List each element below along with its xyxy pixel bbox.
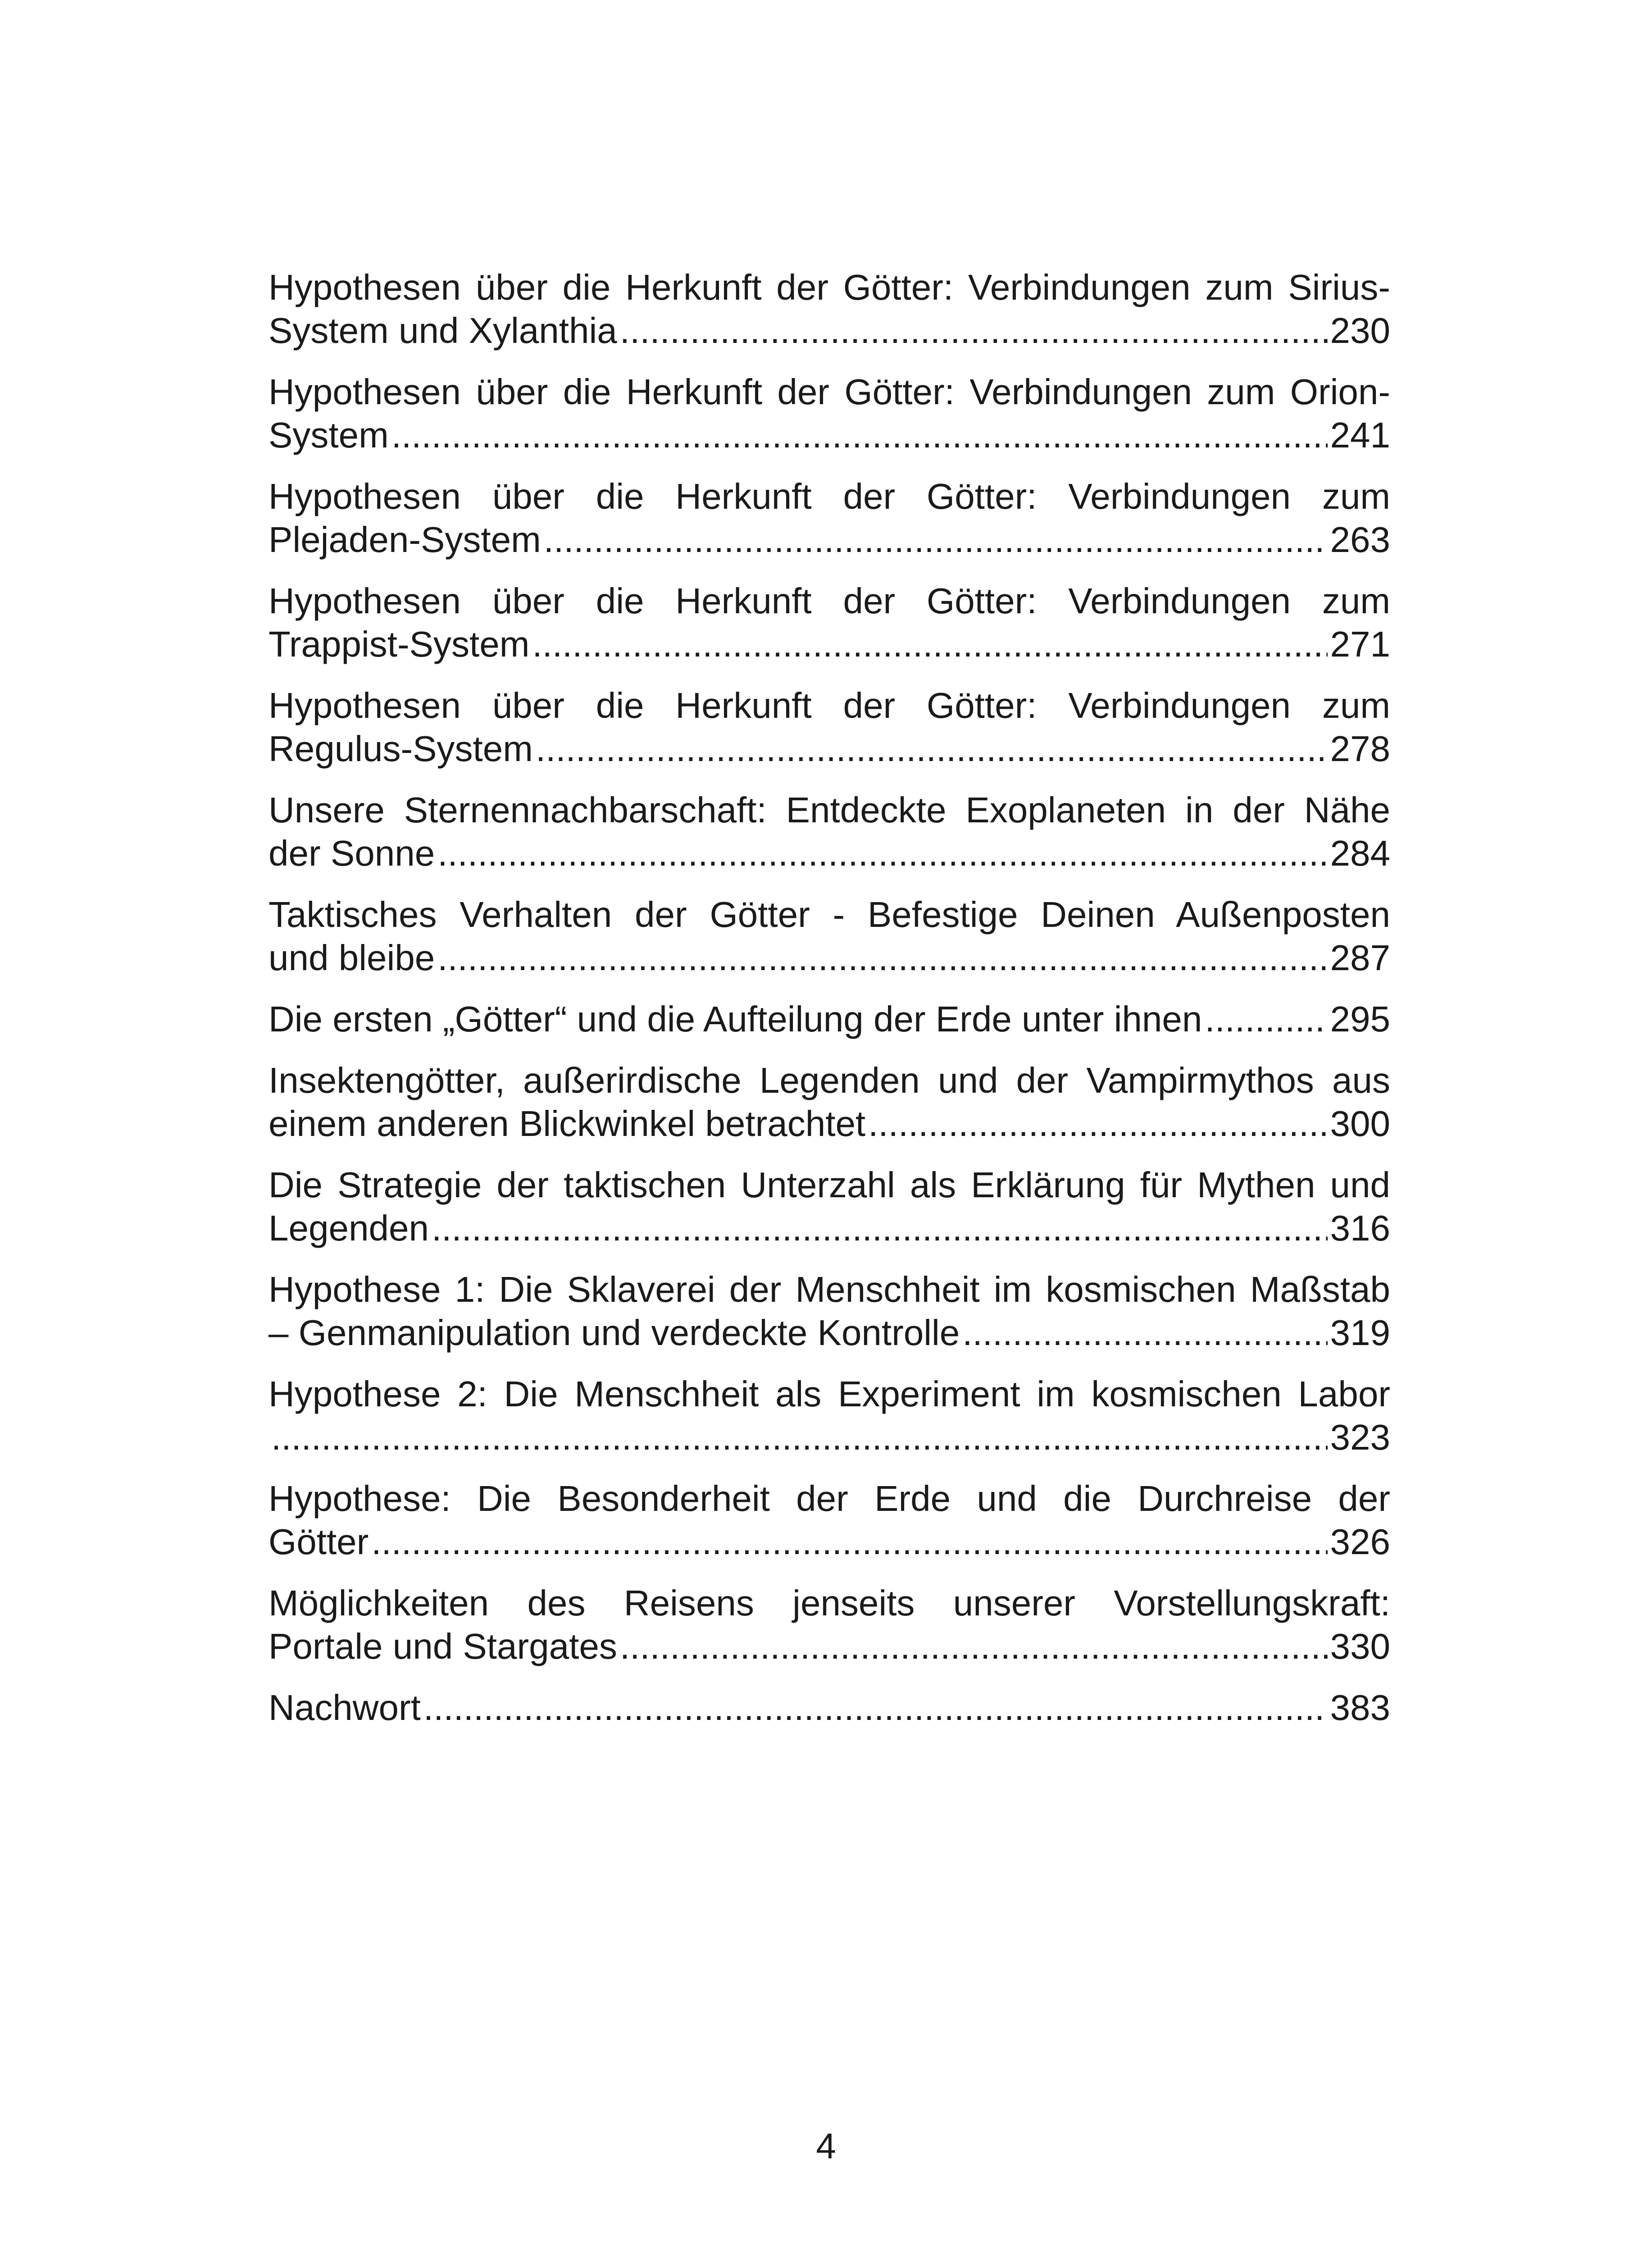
toc-entry-line: Hypothesen über die Herkunft der Götter: Verbindungen zum bbox=[269, 685, 1390, 725]
toc-entry-line: Unsere Sternennachbarschaft: Entdeckte Exoplaneten in der Nähe bbox=[269, 790, 1390, 830]
page-number: 4 bbox=[816, 2126, 836, 2166]
toc-entry-line: Plejaden-System bbox=[269, 520, 541, 560]
toc-entry[interactable] bbox=[269, 475, 1390, 561]
toc-entry-last-line bbox=[269, 998, 1390, 1041]
toc-page-number: 278 bbox=[1330, 729, 1390, 769]
toc-entry[interactable] bbox=[269, 1582, 1390, 1668]
toc-page-number: 284 bbox=[1330, 833, 1390, 873]
toc-entry-last-line bbox=[269, 832, 1390, 875]
toc-entry[interactable] bbox=[269, 1477, 1390, 1564]
toc-entry-line: Trappist-System bbox=[269, 624, 530, 664]
toc-entry[interactable] bbox=[269, 684, 1390, 771]
toc-page-number: 323 bbox=[1330, 1417, 1390, 1457]
toc-entry-line: Hypothesen über die Herkunft der Götter: Verbindungen zum bbox=[269, 581, 1390, 621]
dot-leader bbox=[868, 1102, 1327, 1145]
toc-page-number: 319 bbox=[1330, 1313, 1390, 1353]
toc-page-number: 316 bbox=[1330, 1208, 1390, 1248]
toc-entry[interactable] bbox=[269, 893, 1390, 980]
toc-entry-last-line bbox=[269, 727, 1390, 771]
toc-entry-last-line bbox=[269, 1207, 1390, 1250]
dot-leader bbox=[437, 832, 1327, 875]
toc-entry-last-line bbox=[269, 1416, 1390, 1459]
toc-entry-line: Hypothesen über die Herkunft der Götter: Verbindungen zum Sirius- bbox=[269, 267, 1390, 307]
toc-page-number: 383 bbox=[1330, 1687, 1390, 1728]
dot-leader bbox=[962, 1311, 1327, 1355]
toc-entry[interactable] bbox=[269, 370, 1390, 457]
toc-entry-line: Regulus-System bbox=[269, 729, 533, 769]
toc-entry-last-line bbox=[269, 936, 1390, 980]
toc-entry[interactable] bbox=[269, 1373, 1390, 1459]
toc-entry-last-line bbox=[269, 1520, 1390, 1564]
toc-entry-last-line bbox=[269, 623, 1390, 666]
toc-page-number: 271 bbox=[1330, 624, 1390, 664]
toc-entry-line: Insektengötter, außerirdische Legenden und der Vampirmythos aus bbox=[269, 1060, 1390, 1100]
toc-entry-line: der Sonne bbox=[269, 833, 435, 873]
toc-page-number: 241 bbox=[1330, 415, 1390, 455]
table-of-contents bbox=[269, 266, 1390, 1747]
toc-entry[interactable] bbox=[269, 266, 1390, 352]
dot-leader bbox=[423, 1686, 1328, 1729]
dot-leader bbox=[437, 936, 1327, 980]
dot-leader bbox=[371, 1520, 1327, 1564]
toc-entry-line: Götter bbox=[269, 1522, 369, 1562]
dot-leader bbox=[271, 1416, 1328, 1459]
toc-entry-line: Hypothese: Die Besonderheit der Erde und die Durchreise der bbox=[269, 1478, 1390, 1519]
toc-entry[interactable] bbox=[269, 1686, 1390, 1729]
toc-entry-line: Möglichkeiten des Reisens jenseits unserer Vorstellungskraft: bbox=[269, 1583, 1390, 1623]
toc-entry-line: Hypothese 2: Die Menschheit als Experiment im kosmischen Labor bbox=[269, 1374, 1390, 1414]
dot-leader bbox=[432, 1207, 1328, 1250]
toc-entry-line: einem anderen Blickwinkel betrachtet bbox=[269, 1104, 866, 1144]
toc-entry[interactable] bbox=[269, 789, 1390, 875]
toc-entry-line: Legenden bbox=[269, 1208, 429, 1248]
toc-entry[interactable] bbox=[269, 579, 1390, 666]
dot-leader bbox=[620, 309, 1328, 352]
toc-entry-last-line bbox=[269, 1686, 1390, 1729]
toc-entry-line: Portale und Stargates bbox=[269, 1626, 617, 1666]
toc-entry-last-line bbox=[269, 414, 1390, 457]
toc-page-number: 330 bbox=[1330, 1626, 1390, 1666]
toc-page-number: 326 bbox=[1330, 1522, 1390, 1562]
toc-entry-last-line bbox=[269, 1625, 1390, 1668]
toc-entry-line: System und Xylanthia bbox=[269, 310, 617, 351]
toc-page-number: 295 bbox=[1330, 999, 1390, 1039]
dot-leader bbox=[532, 623, 1327, 666]
toc-entry-line: Hypothese 1: Die Sklaverei der Menschheit im kosmischen Maßstab bbox=[269, 1269, 1390, 1309]
dot-leader bbox=[1205, 998, 1327, 1041]
toc-entry[interactable] bbox=[269, 1163, 1390, 1250]
dot-leader bbox=[391, 414, 1328, 457]
toc-page-number: 300 bbox=[1330, 1104, 1390, 1144]
dot-leader bbox=[620, 1625, 1328, 1668]
toc-entry[interactable] bbox=[269, 998, 1390, 1041]
toc-page-number: 230 bbox=[1330, 310, 1390, 351]
dot-leader bbox=[544, 518, 1328, 561]
toc-entry-line: Die ersten „Götter“ und die Aufteilung der Erde unter ihnen bbox=[269, 999, 1202, 1039]
dot-leader bbox=[536, 727, 1328, 771]
toc-entry-last-line bbox=[269, 309, 1390, 352]
toc-entry-line: Hypothesen über die Herkunft der Götter: Verbindungen zum Orion- bbox=[269, 372, 1390, 412]
toc-entry-line: und bleibe bbox=[269, 938, 435, 978]
toc-page-number: 263 bbox=[1330, 520, 1390, 560]
toc-entry-last-line bbox=[269, 1311, 1390, 1355]
toc-page-number: 287 bbox=[1330, 938, 1390, 978]
toc-entry-last-line bbox=[269, 1102, 1390, 1145]
toc-entry-line: – Genmanipulation und verdeckte Kontrolle bbox=[269, 1313, 960, 1353]
toc-entry-last-line bbox=[269, 518, 1390, 561]
toc-entry-line: Die Strategie der taktischen Unterzahl als Erklärung für Mythen und bbox=[269, 1165, 1390, 1205]
toc-entry-line: Nachwort bbox=[269, 1687, 421, 1728]
toc-entry-line: System bbox=[269, 415, 389, 455]
toc-entry-line: Hypothesen über die Herkunft der Götter: Verbindungen zum bbox=[269, 476, 1390, 516]
toc-entry-line: Taktisches Verhalten der Götter - Befestige Deinen Außenposten bbox=[269, 894, 1390, 935]
toc-entry[interactable] bbox=[269, 1059, 1390, 1145]
toc-entry[interactable] bbox=[269, 1268, 1390, 1355]
